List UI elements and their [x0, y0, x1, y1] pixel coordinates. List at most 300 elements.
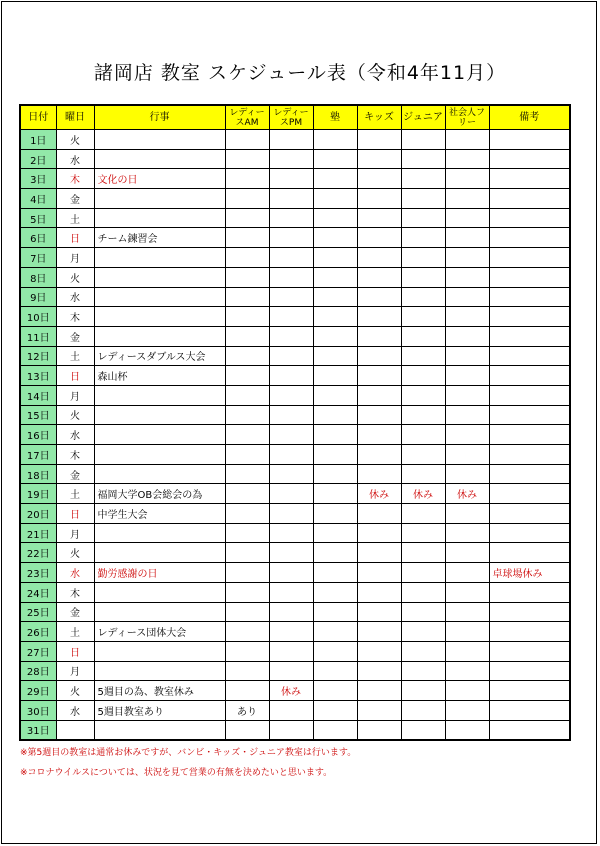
remarks-cell: [489, 661, 570, 681]
weekday-cell: 火: [56, 267, 94, 287]
date-cell: 27日: [20, 641, 56, 661]
remarks-cell: [489, 681, 570, 701]
date-cell: 16日: [20, 425, 56, 445]
remarks-cell: [489, 208, 570, 228]
date-cell: 1日: [20, 130, 56, 150]
date-cell: 9日: [20, 287, 56, 307]
juku-cell: [313, 484, 357, 504]
header-date: 日付: [20, 105, 56, 130]
date-cell: 26日: [20, 622, 56, 642]
ladies-am-cell: [225, 504, 269, 524]
ladies-am-cell: [225, 366, 269, 386]
table-row: [20, 208, 570, 228]
weekday-cell: 水: [56, 425, 94, 445]
juku-cell: [313, 287, 357, 307]
juku-cell: [313, 464, 357, 484]
junior-cell: [401, 425, 445, 445]
date-cell: 17日: [20, 445, 56, 465]
kids-cell: [357, 405, 401, 425]
juku-cell: [313, 248, 357, 268]
remarks-cell: [489, 149, 570, 169]
table-row: [20, 228, 570, 248]
table-row: [20, 582, 570, 602]
weekday-cell: 木: [56, 307, 94, 327]
table-row: [20, 405, 570, 425]
adult-free-cell: [445, 385, 489, 405]
remarks-cell: [489, 130, 570, 150]
weekday-cell: 土: [56, 208, 94, 228]
ladies-am-cell: [225, 523, 269, 543]
table-row: [20, 681, 570, 701]
kids-cell: [357, 366, 401, 386]
kids-cell: 休み: [357, 484, 401, 504]
header-kids: キッズ: [357, 105, 401, 130]
table-row: [20, 523, 570, 543]
juku-cell: [313, 267, 357, 287]
weekday-cell: 火: [56, 130, 94, 150]
ladies-am-cell: [225, 208, 269, 228]
event-cell: [94, 445, 225, 465]
table-row: [20, 425, 570, 445]
remarks-cell: [489, 700, 570, 720]
junior-cell: [401, 287, 445, 307]
adult-free-cell: [445, 228, 489, 248]
ladies-pm-cell: [269, 484, 313, 504]
ladies-am-cell: [225, 248, 269, 268]
remarks-cell: [489, 464, 570, 484]
note-covid: ※コロナウイルスについては、状況を見て営業の有無を決めたいと思います。: [20, 768, 333, 778]
weekday-cell: 火: [56, 543, 94, 563]
table-row: [20, 385, 570, 405]
ladies-am-cell: [225, 169, 269, 189]
weekday-cell: [56, 720, 94, 740]
remarks-cell: [489, 405, 570, 425]
kids-cell: [357, 267, 401, 287]
ladies-pm-cell: [269, 700, 313, 720]
event-cell: [94, 326, 225, 346]
weekday-cell: 金: [56, 189, 94, 209]
header-juku: 塾: [313, 105, 357, 130]
ladies-am-cell: [225, 602, 269, 622]
weekday-cell: 木: [56, 169, 94, 189]
juku-cell: [313, 169, 357, 189]
adult-free-cell: 休み: [445, 484, 489, 504]
event-cell: [94, 385, 225, 405]
kids-cell: [357, 504, 401, 524]
table-row: [20, 700, 570, 720]
weekday-cell: 日: [56, 504, 94, 524]
adult-free-cell: [445, 425, 489, 445]
ladies-am-cell: [225, 307, 269, 327]
header-ladies-am: レディースAM: [225, 105, 269, 130]
adult-free-cell: [445, 641, 489, 661]
table-row: [20, 189, 570, 209]
event-cell: 森山杯: [94, 366, 225, 386]
junior-cell: [401, 700, 445, 720]
kids-cell: [357, 523, 401, 543]
weekday-cell: 日: [56, 366, 94, 386]
ladies-am-cell: [225, 228, 269, 248]
remarks-cell: [489, 189, 570, 209]
adult-free-cell: [445, 169, 489, 189]
header-dow: 曜日: [56, 105, 94, 130]
weekday-cell: 水: [56, 149, 94, 169]
junior-cell: [401, 267, 445, 287]
ladies-am-cell: [225, 405, 269, 425]
event-cell: [94, 307, 225, 327]
event-cell: [94, 149, 225, 169]
kids-cell: [357, 425, 401, 445]
adult-free-cell: [445, 582, 489, 602]
event-cell: レディースダブルス大会: [94, 346, 225, 366]
adult-free-cell: [445, 267, 489, 287]
table-row: [20, 267, 570, 287]
juku-cell: [313, 681, 357, 701]
adult-free-cell: [445, 346, 489, 366]
header-remarks: 備考: [489, 105, 570, 130]
table-row: [20, 484, 570, 504]
header-event: 行事: [94, 105, 225, 130]
ladies-pm-cell: [269, 248, 313, 268]
weekday-cell: 木: [56, 582, 94, 602]
date-cell: 22日: [20, 543, 56, 563]
ladies-am-cell: [225, 582, 269, 602]
juku-cell: [313, 582, 357, 602]
adult-free-cell: [445, 366, 489, 386]
weekday-cell: 金: [56, 464, 94, 484]
table-row: [20, 169, 570, 189]
table-row: [20, 641, 570, 661]
event-cell: [94, 720, 225, 740]
juku-cell: [313, 622, 357, 642]
kids-cell: [357, 681, 401, 701]
table-row: [20, 661, 570, 681]
date-cell: 3日: [20, 169, 56, 189]
page-title: 諸岡店 教室 スケジュール表（令和4年11月）: [93, 62, 507, 84]
remarks-cell: [489, 504, 570, 524]
weekday-cell: 水: [56, 563, 94, 583]
event-cell: [94, 641, 225, 661]
table-row: [20, 602, 570, 622]
remarks-cell: [489, 543, 570, 563]
date-cell: 23日: [20, 563, 56, 583]
weekday-cell: 月: [56, 661, 94, 681]
table-row: [20, 130, 570, 150]
junior-cell: [401, 307, 445, 327]
table-row: [20, 307, 570, 327]
adult-free-cell: [445, 661, 489, 681]
weekday-cell: 火: [56, 681, 94, 701]
adult-free-cell: [445, 523, 489, 543]
junior-cell: [401, 681, 445, 701]
event-cell: 文化の日: [94, 169, 225, 189]
table-row: [20, 720, 570, 740]
event-cell: 5週目の為、教室休み: [94, 681, 225, 701]
weekday-cell: 月: [56, 385, 94, 405]
date-cell: 7日: [20, 248, 56, 268]
kids-cell: [357, 228, 401, 248]
remarks-cell: [489, 326, 570, 346]
header-row: [20, 105, 570, 130]
junior-cell: [401, 366, 445, 386]
event-cell: 勤労感謝の日: [94, 563, 225, 583]
adult-free-cell: [445, 622, 489, 642]
event-cell: [94, 464, 225, 484]
ladies-pm-cell: [269, 641, 313, 661]
remarks-cell: [489, 641, 570, 661]
date-cell: 25日: [20, 602, 56, 622]
kids-cell: [357, 326, 401, 346]
juku-cell: [313, 149, 357, 169]
header-ladies-pm: レディースPM: [269, 105, 313, 130]
date-cell: 18日: [20, 464, 56, 484]
juku-cell: [313, 720, 357, 740]
kids-cell: [357, 189, 401, 209]
junior-cell: [401, 661, 445, 681]
juku-cell: [313, 661, 357, 681]
ladies-pm-cell: [269, 189, 313, 209]
juku-cell: [313, 208, 357, 228]
ladies-am-cell: [225, 661, 269, 681]
kids-cell: [357, 385, 401, 405]
date-cell: 30日: [20, 700, 56, 720]
juku-cell: [313, 700, 357, 720]
date-cell: 14日: [20, 385, 56, 405]
event-cell: レディース団体大会: [94, 622, 225, 642]
kids-cell: [357, 169, 401, 189]
junior-cell: [401, 464, 445, 484]
weekday-cell: 水: [56, 700, 94, 720]
adult-free-cell: [445, 445, 489, 465]
table-row: [20, 287, 570, 307]
event-cell: チーム鍊習会: [94, 228, 225, 248]
kids-cell: [357, 287, 401, 307]
remarks-cell: [489, 484, 570, 504]
juku-cell: [313, 425, 357, 445]
adult-free-cell: [445, 681, 489, 701]
date-cell: 10日: [20, 307, 56, 327]
table-row: [20, 464, 570, 484]
ladies-am-cell: [225, 543, 269, 563]
ladies-am-cell: [225, 267, 269, 287]
adult-free-cell: [445, 189, 489, 209]
event-cell: [94, 189, 225, 209]
adult-free-cell: [445, 700, 489, 720]
ladies-pm-cell: [269, 720, 313, 740]
ladies-pm-cell: [269, 385, 313, 405]
adult-free-cell: [445, 602, 489, 622]
kids-cell: [357, 445, 401, 465]
event-cell: [94, 130, 225, 150]
adult-free-cell: [445, 208, 489, 228]
ladies-pm-cell: [269, 208, 313, 228]
remarks-cell: [489, 366, 570, 386]
kids-cell: [357, 464, 401, 484]
ladies-pm-cell: [269, 622, 313, 642]
ladies-pm-cell: [269, 602, 313, 622]
ladies-am-cell: [225, 130, 269, 150]
adult-free-cell: [445, 326, 489, 346]
ladies-pm-cell: [269, 582, 313, 602]
adult-free-cell: [445, 543, 489, 563]
ladies-am-cell: [225, 287, 269, 307]
event-cell: [94, 523, 225, 543]
date-cell: 12日: [20, 346, 56, 366]
date-cell: 31日: [20, 720, 56, 740]
kids-cell: [357, 720, 401, 740]
juku-cell: [313, 307, 357, 327]
juku-cell: [313, 504, 357, 524]
table-row: [20, 346, 570, 366]
junior-cell: [401, 563, 445, 583]
table-row: [20, 563, 570, 583]
adult-free-cell: [445, 248, 489, 268]
weekday-cell: 日: [56, 641, 94, 661]
event-cell: [94, 267, 225, 287]
ladies-pm-cell: [269, 130, 313, 150]
juku-cell: [313, 346, 357, 366]
junior-cell: [401, 149, 445, 169]
kids-cell: [357, 149, 401, 169]
junior-cell: [401, 169, 445, 189]
ladies-pm-cell: [269, 425, 313, 445]
remarks-cell: [489, 385, 570, 405]
ladies-am-cell: [225, 385, 269, 405]
weekday-cell: 月: [56, 248, 94, 268]
kids-cell: [357, 641, 401, 661]
juku-cell: [313, 366, 357, 386]
table-row: [20, 149, 570, 169]
weekday-cell: 金: [56, 602, 94, 622]
ladies-pm-cell: [269, 307, 313, 327]
date-cell: 2日: [20, 149, 56, 169]
weekday-cell: 水: [56, 287, 94, 307]
kids-cell: [357, 543, 401, 563]
kids-cell: [357, 346, 401, 366]
junior-cell: [401, 346, 445, 366]
weekday-cell: 土: [56, 484, 94, 504]
event-cell: 福岡大学OB会総会の為: [94, 484, 225, 504]
event-cell: [94, 425, 225, 445]
adult-free-cell: [445, 504, 489, 524]
remarks-cell: [489, 425, 570, 445]
ladies-am-cell: [225, 425, 269, 445]
ladies-pm-cell: [269, 366, 313, 386]
juku-cell: [313, 385, 357, 405]
table-row: [20, 445, 570, 465]
junior-cell: [401, 385, 445, 405]
kids-cell: [357, 307, 401, 327]
table-row: [20, 326, 570, 346]
event-cell: [94, 661, 225, 681]
junior-cell: [401, 208, 445, 228]
remarks-cell: 卓球場休み: [489, 563, 570, 583]
junior-cell: [401, 405, 445, 425]
table-row: [20, 543, 570, 563]
header-junior: ジュニア: [401, 105, 445, 130]
table-row: [20, 504, 570, 524]
ladies-am-cell: [225, 326, 269, 346]
ladies-pm-cell: [269, 149, 313, 169]
weekday-cell: 金: [56, 326, 94, 346]
kids-cell: [357, 700, 401, 720]
junior-cell: [401, 189, 445, 209]
event-cell: [94, 208, 225, 228]
remarks-cell: [489, 248, 570, 268]
adult-free-cell: [445, 563, 489, 583]
juku-cell: [313, 602, 357, 622]
remarks-cell: [489, 622, 570, 642]
table-row: [20, 248, 570, 268]
date-cell: 13日: [20, 366, 56, 386]
remarks-cell: [489, 267, 570, 287]
ladies-pm-cell: [269, 563, 313, 583]
ladies-pm-cell: [269, 464, 313, 484]
junior-cell: [401, 543, 445, 563]
table-row: [20, 622, 570, 642]
ladies-am-cell: [225, 681, 269, 701]
remarks-cell: [489, 445, 570, 465]
remarks-cell: [489, 346, 570, 366]
kids-cell: [357, 582, 401, 602]
weekday-cell: 日: [56, 228, 94, 248]
junior-cell: [401, 445, 445, 465]
ladies-am-cell: [225, 622, 269, 642]
junior-cell: [401, 720, 445, 740]
kids-cell: [357, 661, 401, 681]
ladies-pm-cell: [269, 543, 313, 563]
ladies-pm-cell: [269, 169, 313, 189]
remarks-cell: [489, 523, 570, 543]
remarks-cell: [489, 228, 570, 248]
ladies-am-cell: [225, 346, 269, 366]
juku-cell: [313, 326, 357, 346]
ladies-am-cell: [225, 189, 269, 209]
ladies-pm-cell: [269, 326, 313, 346]
date-cell: 5日: [20, 208, 56, 228]
event-cell: 5週目教室あり: [94, 700, 225, 720]
junior-cell: [401, 248, 445, 268]
junior-cell: [401, 622, 445, 642]
event-cell: [94, 543, 225, 563]
juku-cell: [313, 445, 357, 465]
juku-cell: [313, 189, 357, 209]
date-cell: 11日: [20, 326, 56, 346]
junior-cell: [401, 602, 445, 622]
juku-cell: [313, 523, 357, 543]
ladies-pm-cell: [269, 504, 313, 524]
junior-cell: [401, 504, 445, 524]
adult-free-cell: [445, 149, 489, 169]
juku-cell: [313, 563, 357, 583]
adult-free-cell: [445, 307, 489, 327]
junior-cell: [401, 641, 445, 661]
junior-cell: [401, 582, 445, 602]
kids-cell: [357, 208, 401, 228]
kids-cell: [357, 602, 401, 622]
adult-free-cell: [445, 130, 489, 150]
kids-cell: [357, 248, 401, 268]
weekday-cell: 木: [56, 445, 94, 465]
event-cell: [94, 287, 225, 307]
remarks-cell: [489, 602, 570, 622]
ladies-am-cell: [225, 484, 269, 504]
kids-cell: [357, 563, 401, 583]
remarks-cell: [489, 582, 570, 602]
schedule-table: [19, 104, 571, 741]
ladies-am-cell: [225, 641, 269, 661]
ladies-pm-cell: [269, 287, 313, 307]
